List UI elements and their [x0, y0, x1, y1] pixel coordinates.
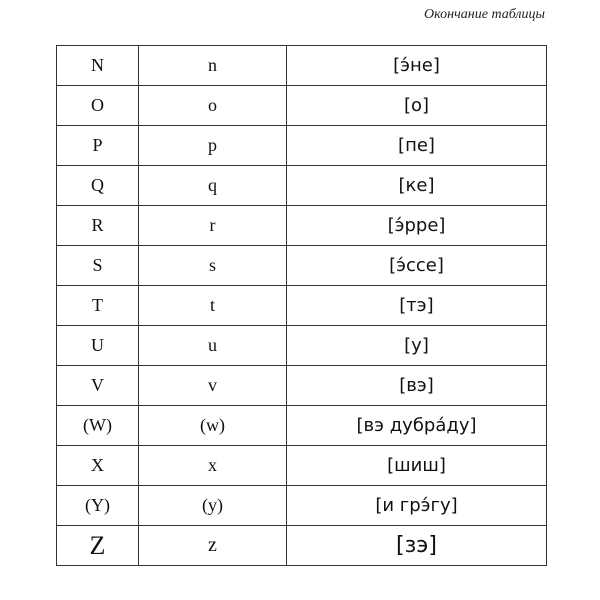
table-row	[57, 126, 547, 166]
alphabet-table	[56, 45, 547, 566]
uppercase-letter: T	[57, 286, 139, 326]
lowercase-letter: t	[139, 286, 287, 326]
lowercase-letter: p	[139, 126, 287, 166]
table-row	[57, 366, 547, 406]
lowercase-letter: (y)	[139, 486, 287, 526]
pronunciation: [зэ]	[287, 526, 547, 566]
pronunciation: [э́не]	[287, 46, 547, 86]
uppercase-letter: P	[57, 126, 139, 166]
pronunciation: [вэ дубрáду]	[287, 406, 547, 446]
pronunciation: [пе]	[287, 126, 547, 166]
table-row	[57, 206, 547, 246]
table-row	[57, 446, 547, 486]
lowercase-letter: q	[139, 166, 287, 206]
pronunciation: [вэ]	[287, 366, 547, 406]
table-row	[57, 166, 547, 206]
uppercase-letter: X	[57, 446, 139, 486]
uppercase-letter: S	[57, 246, 139, 286]
uppercase-letter: N	[57, 46, 139, 86]
table-row	[57, 286, 547, 326]
pronunciation: [шиш]	[287, 446, 547, 486]
lowercase-letter: o	[139, 86, 287, 126]
uppercase-letter: U	[57, 326, 139, 366]
lowercase-letter: (w)	[139, 406, 287, 446]
pronunciation: [э́рре]	[287, 206, 547, 246]
table-row	[57, 326, 547, 366]
table-caption: Окончание таблицы	[424, 7, 545, 22]
table-row	[57, 246, 547, 286]
uppercase-letter: (W)	[57, 406, 139, 446]
lowercase-letter: u	[139, 326, 287, 366]
table-row	[57, 86, 547, 126]
uppercase-letter: Q	[57, 166, 139, 206]
uppercase-letter: Z	[57, 526, 139, 566]
table-row	[57, 46, 547, 86]
pronunciation: [у]	[287, 326, 547, 366]
uppercase-letter: V	[57, 366, 139, 406]
uppercase-letter: O	[57, 86, 139, 126]
pronunciation: [тэ]	[287, 286, 547, 326]
pronunciation: [и грэ́гу]	[287, 486, 547, 526]
lowercase-letter: z	[139, 526, 287, 566]
pronunciation: [э́ссе]	[287, 246, 547, 286]
uppercase-letter: (Y)	[57, 486, 139, 526]
lowercase-letter: r	[139, 206, 287, 246]
lowercase-letter: n	[139, 46, 287, 86]
pronunciation: [ке]	[287, 166, 547, 206]
table-row	[57, 486, 547, 526]
lowercase-letter: s	[139, 246, 287, 286]
lowercase-letter: v	[139, 366, 287, 406]
uppercase-letter: R	[57, 206, 139, 246]
lowercase-letter: x	[139, 446, 287, 486]
table-row	[57, 526, 547, 566]
table-row	[57, 406, 547, 446]
pronunciation: [о]	[287, 86, 547, 126]
